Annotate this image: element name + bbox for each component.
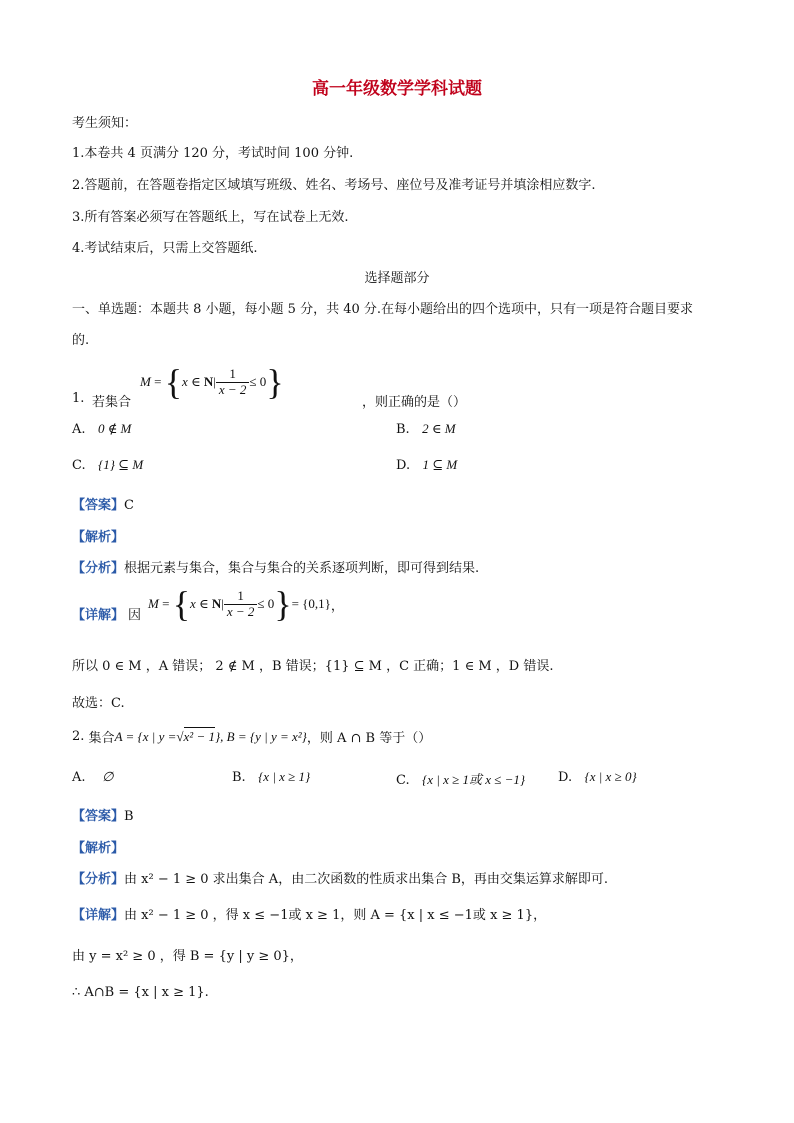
q1-answer: 【答案】C [72,498,134,513]
stem-prefix: 若集合 [92,395,132,410]
q2-detail: 【详解】由 x² − 1 ≥ 0 ，得 x ≤ −1或 x ≥ 1，则 A = {x | x ≤ −1或 x ≥ 1}， [72,908,547,923]
q2-answer: 【答案】B [72,809,134,824]
stem-suffix: ，则正确的是（） [362,395,467,410]
set-m-definition: M = { x ∈ N | $\frac{1}{x - 2}$ ≤ 0 } [140,362,284,402]
q1-fenxi: 【分析】根据元素与集合，集合与集合的关系逐项判断，即可得到结果. [72,561,480,576]
q1-analysis-tag: 【解析】 [72,530,125,545]
q2-analysis-tag: 【解析】 [72,841,125,856]
notice-heading: 考生须知： [72,116,138,131]
q2-option-c: C. {x | x ≥ 1或 x ≤ −1} [396,772,526,788]
q1-option-b: B. 2 ∈ M [396,421,456,437]
part1-instructions: 一、单选题：本题共 8 小题，每小题 5 分，共 40 分.在每小题给出的四个选项中，只有一项是符合题目要求 [72,302,694,317]
set-a-definition: A = {x | y = [114,728,177,744]
q1-option-a: A. 0 ∉ M [72,421,132,437]
q2-option-d: D. {x | x ≥ 0} [558,769,637,785]
question-2-stem: 2. 集合 A = {x | y = √x² − 1 }, B = {y | y = x²} ，则 A ∩ B 等于（） [72,728,432,746]
q2-option-a: A. ∅ [72,769,114,785]
fraction: $\frac{1}{x - 2}$ [216,367,250,398]
section-title: 选择题部分 [364,271,430,286]
page-title: 高一年级数学学科试题 [312,79,482,99]
notice-item-1: 1.本卷共 4 页满分 120 分，考试时间 100 分钟. [72,146,354,161]
sqrt-content: x² − 1 [183,728,215,744]
part1-instructions-cont: 的. [72,333,90,348]
q2-option-b: B. {x | x ≥ 1} [232,769,311,785]
question-number: 2. [72,729,85,744]
set-m-detail: M = { x ∈ N | $\frac{1}{x - 2}$ ≤ 0 } = {0,1} ， [148,584,344,624]
question-number: 1. [72,391,85,406]
stem-suffix: ，则 A ∩ B 等于（） [306,731,432,746]
set-variable: x [181,374,188,389]
notice-item-2: 2.答题前，在答题卷指定区域填写班级、姓名、考场号、座位号及准考证号并填涂相应数字. [72,178,596,193]
q2-detail-line3: ∴ A∩B = {x | x ≥ 1}. [72,985,209,1000]
q1-detail-so: 所以 0 ∈ M ，A 错误； 2 ∉ M ，B 错误；{1} ⊆ M ，C 正确；1 ∈ M ，D 错误. [72,659,554,674]
set-domain: N [203,374,214,389]
set-b-definition: }, B = {y | y = x²} [214,728,307,744]
q1-option-d: D. 1 ⊆ M [396,457,458,473]
set-name: M [140,374,151,389]
q1-option-c: C. {1} ⊆ M [72,457,144,473]
q2-detail-line2: 由 y = x² ≥ 0 ，得 B = {y | y ≥ 0}， [72,949,303,964]
stem-prefix: 集合 [88,731,115,746]
q1-conclusion: 故选：C. [72,696,125,711]
notice-item-3: 3.所有答案必须写在答题纸上，写在试卷上无效. [72,210,349,225]
q2-fenxi: 【分析】由 x² − 1 ≥ 0 求出集合 A，由二次函数的性质求出集合 B，再由交集运算求解即可. [72,872,609,887]
notice-item-4: 4.考试结束后，只需上交答题纸. [72,241,258,256]
